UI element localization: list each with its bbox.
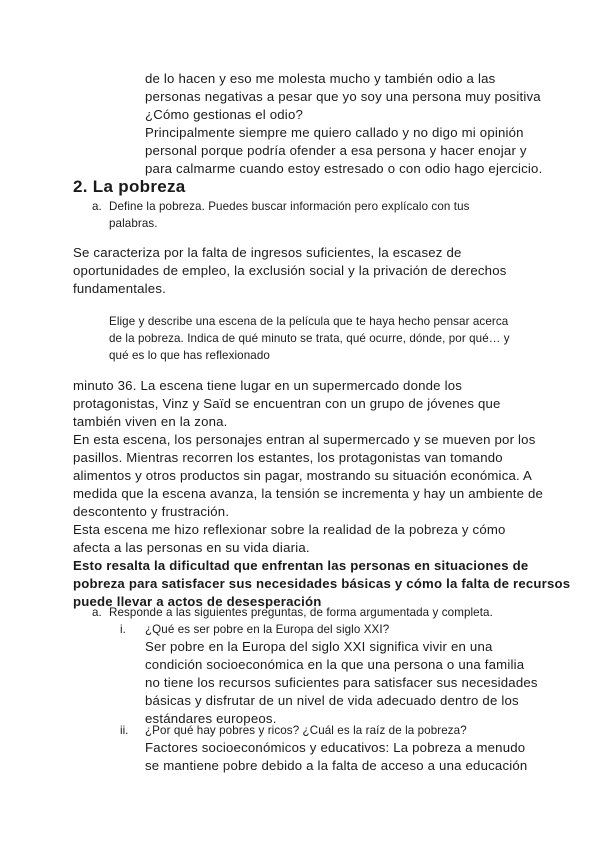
text-line: personal porque podría ofender a esa persona y hacer enojar y bbox=[145, 143, 527, 158]
text-line: En esta escena, los personajes entran al supermercado y se mueven por los bbox=[73, 432, 536, 447]
list-marker: ii. bbox=[120, 724, 129, 737]
text-line: Se caracteriza por la falta de ingresos suficientes, la escasez de bbox=[73, 245, 462, 260]
text-line: fundamentales. bbox=[73, 281, 166, 296]
text-line: Principalmente siempre me quiero callado y no digo mi opinión bbox=[145, 125, 524, 140]
text-line: pasillos. Mientras recorren los estantes, los protagonistas van tomando bbox=[73, 450, 503, 465]
questions-instruction: Responde a las siguientes preguntas, de forma argumentada y completa. bbox=[109, 606, 493, 619]
text-line: para calmarme cuando estoy estresado o con odio hago ejercicio. bbox=[145, 161, 543, 176]
text-line: condición socioeconómica en la que una persona o una familia bbox=[145, 657, 525, 672]
text-line: minuto 36. La escena tiene lugar en un supermercado donde los bbox=[73, 378, 463, 393]
list-marker: a. bbox=[92, 606, 102, 619]
bold-text-line: pobreza para satisfacer sus necesidades básicas y cómo la falta de recursos bbox=[73, 576, 571, 591]
text-line: básicas y disfrutar de un nivel de vida adecuado dentro de los bbox=[145, 693, 519, 708]
text-line: qué es lo que has reflexionado bbox=[109, 349, 270, 362]
text-line: Ser pobre en la Europa del siglo XXI significa vivir en una bbox=[145, 639, 493, 654]
text-line: de lo hacen y eso me molesta mucho y también odio a las bbox=[145, 71, 496, 86]
text-line: estándares europeos. bbox=[145, 711, 277, 726]
text-line: Elige y describe una escena de la película que te haya hecho pensar acerca bbox=[109, 315, 509, 328]
text-line: oportunidades de empleo, la exclusión social y la privación de derechos bbox=[73, 263, 507, 278]
text-line: protagonistas, Vinz y Saïd se encuentran con un grupo de jóvenes que bbox=[73, 396, 501, 411]
question-define-poverty bbox=[109, 198, 470, 232]
list-marker: a. bbox=[92, 200, 102, 213]
list-marker: i. bbox=[120, 623, 126, 636]
answer-i bbox=[145, 638, 538, 728]
text-line: medida que la escena avanza, la tensión se incrementa y hay un ambiente de bbox=[73, 486, 544, 501]
bold-text-line: puede llevar a actos de desesperación bbox=[73, 594, 322, 609]
text-line: Define la pobreza. Puedes buscar información pero explícalo con tus bbox=[109, 200, 470, 213]
text-line: no tiene los recursos suficientes para satisfacer sus necesidades bbox=[145, 675, 538, 690]
text-line: afecta a las personas en su vida diaria. bbox=[73, 540, 310, 555]
scene-prompt bbox=[109, 313, 510, 364]
text-line: Esta escena me hizo reflexionar sobre la realidad de la pobreza y cómo bbox=[73, 522, 506, 537]
bold-text-line: Esto resalta la dificultad que enfrentan las personas en situaciones de bbox=[73, 558, 529, 573]
definition-answer bbox=[73, 244, 507, 298]
text-line: personas negativas a pesar que yo soy una persona muy positiva bbox=[145, 89, 541, 104]
text-line: también viven en la zona. bbox=[73, 414, 228, 429]
answer-ii bbox=[145, 739, 527, 775]
text-line: Factores socioeconómicos y educativos: La pobreza a menudo bbox=[145, 740, 526, 755]
text-line: se mantiene pobre debido a la falta de acceso a una educación bbox=[145, 758, 528, 773]
question-i: ¿Qué es ser pobre en la Europa del siglo XXI? bbox=[145, 623, 390, 636]
section-heading: 2. La pobreza bbox=[73, 177, 186, 196]
question-line: ¿Cómo gestionas el odio? bbox=[145, 107, 304, 122]
text-line: alimentos y otros productos sin pagar, mostrando su situación económica. A bbox=[73, 468, 533, 483]
scene-answer bbox=[73, 377, 570, 611]
question-ii: ¿Por qué hay pobres y ricos? ¿Cuál es la raíz de la pobreza? bbox=[145, 724, 467, 737]
text-line: descontento y frustración. bbox=[73, 504, 230, 519]
text-line: palabras. bbox=[109, 217, 158, 230]
text-line: de la pobreza. Indica de qué minuto se trata, qué ocurre, dónde, por qué… y bbox=[109, 332, 510, 345]
previous-answer bbox=[145, 70, 542, 178]
